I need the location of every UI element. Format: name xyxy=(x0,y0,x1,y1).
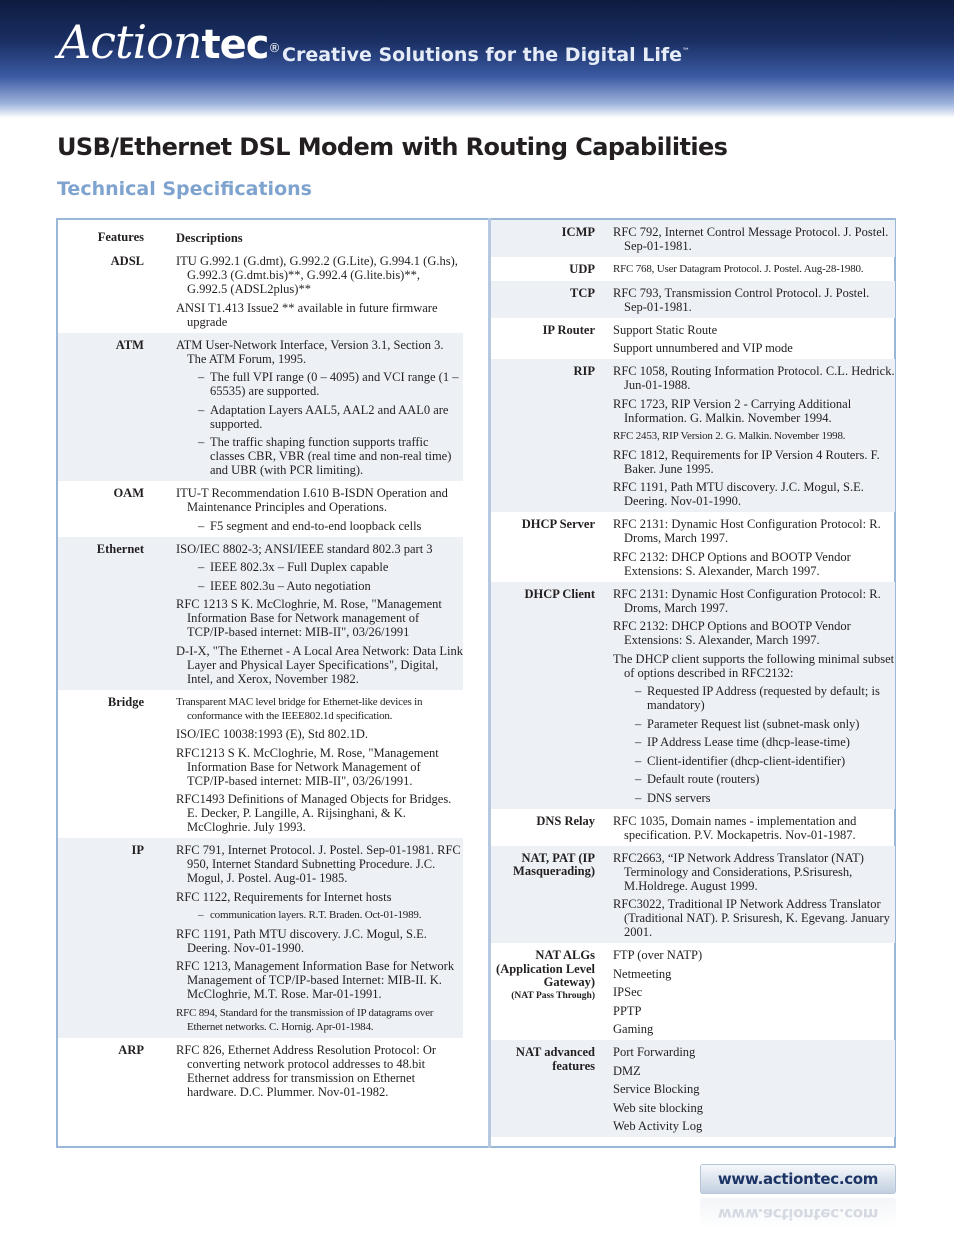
description-line: RFC 2132: DHCP Options and BOOTP Vendor Extensions: S. Alexander, March 1997. xyxy=(613,619,851,647)
description-line: Support Static Route xyxy=(613,322,718,337)
feature-name xyxy=(58,249,154,333)
description-line: RFC 1191, Path MTU discovery. J.C. Mogul, S.E. Deering. Nov-01-1990. xyxy=(176,926,427,955)
feature-name xyxy=(491,257,605,281)
feature-label: DNS Relay xyxy=(536,813,595,828)
feature-name xyxy=(58,1038,154,1103)
description-bullet: – DNS servers xyxy=(613,791,895,805)
table-header-row xyxy=(58,220,463,249)
spec-column-right xyxy=(491,220,895,1137)
description-line: PPTP xyxy=(613,1003,642,1018)
descriptions-header: Descriptions xyxy=(176,231,243,245)
description-line: RFC 1058, Routing Information Protocol. C.L. Hedrick. Jun-01-1988. xyxy=(613,364,895,392)
description-line: RFC2663, “IP Network Address Translator (NAT) Terminology and Considerations, P.Srisuresh, M.Holdrege. August 1999. xyxy=(613,850,864,893)
description-line: Port Forwarding xyxy=(613,1045,696,1059)
feature-label: IP Router xyxy=(542,322,595,337)
feature-name xyxy=(491,281,605,318)
description-line: RFC 894, Standard for the transmission of IP datagrams over Ethernet networks. C. Hornig. Apr-01-1984. xyxy=(176,1006,434,1033)
description-line: RFC 1122, Requirements for Internet hosts xyxy=(176,889,392,904)
feature-label: ARP xyxy=(118,1042,144,1057)
feature-name xyxy=(491,359,605,512)
description-line: FTP (over NATP) xyxy=(613,948,703,962)
actiontec-logo xyxy=(58,14,279,73)
spec-row xyxy=(58,333,463,482)
feature-label: RIP xyxy=(573,364,595,378)
feature-description xyxy=(605,318,895,360)
feature-label: ICMP xyxy=(561,225,595,239)
feature-name xyxy=(491,846,605,944)
feature-label: NAT advanced features xyxy=(515,1045,595,1073)
feature-label: ATM xyxy=(115,337,144,352)
feature-name xyxy=(491,220,605,257)
tagline xyxy=(282,44,690,66)
feature-description xyxy=(605,846,895,944)
description-line: Service Blocking xyxy=(613,1082,700,1096)
feature-description xyxy=(154,333,463,482)
feature-description xyxy=(154,1038,463,1103)
spec-row xyxy=(58,690,463,839)
feature-description xyxy=(605,512,895,582)
feature-name xyxy=(491,1040,605,1137)
description-bullet: – IEEE 802.3u – Auto negotiation xyxy=(176,579,463,593)
spec-row xyxy=(491,220,895,257)
header-banner xyxy=(0,0,954,118)
feature-name xyxy=(491,512,605,582)
feature-description xyxy=(605,582,895,809)
description-line: RFC 791, Internet Protocol. J. Postel. Sep-01-1981. RFC 950, Internet Standard Subnetting Procedure. J.C. Mogul, J. Postel. Aug-01- 1985. xyxy=(176,843,461,885)
description-line: RFC1213 S K. McCloghrie, M. Rose, "Management Information Base for Network Management of TCP/IP-based internet: MIB-II", 03/26/1991. xyxy=(176,745,439,788)
feature-label: UDP xyxy=(569,262,595,276)
description-bullet: – IEEE 802.3x – Full Duplex capable xyxy=(176,560,463,574)
feature-label: NAT ALGs (Application Level Gateway) xyxy=(496,948,595,989)
spec-row xyxy=(491,281,895,318)
spec-row xyxy=(491,809,895,846)
description-line: Web Activity Log xyxy=(613,1119,703,1133)
description-line: Netmeeting xyxy=(613,966,672,981)
feature-label: DHCP Client xyxy=(524,586,595,601)
description-line: RFC 792, Internet Control Message Protocol. J. Postel. Sep-01-1981. xyxy=(613,225,889,253)
description-line: RFC1493 Definitions of Managed Objects for Bridges. E. Decker, P. Langille, A. Rijsinghani, & K. McCloghrie. July 1993. xyxy=(176,792,452,834)
feature-description xyxy=(605,359,895,512)
feature-label: Bridge xyxy=(107,694,144,709)
spec-row xyxy=(58,249,463,333)
spec-row xyxy=(491,257,895,281)
description-line: RFC 1812, Requirements for IP Version 4 Routers. F. Baker. June 1995. xyxy=(613,447,880,476)
feature-name xyxy=(58,690,154,839)
description-bullet: – The traffic shaping function supports traffic classes CBR, VBR (real time and non-real time) and UBR (with PCR limiting). xyxy=(176,435,463,477)
feature-description xyxy=(154,481,463,537)
description-line: Web site blocking xyxy=(613,1100,703,1115)
spec-row xyxy=(491,318,895,360)
description-bullet: – communication layers. R.T. Braden. Oct-01-1989. xyxy=(176,908,463,922)
website-link-reflection: www.actiontec.com xyxy=(700,1198,896,1228)
description-line: RFC 2132: DHCP Options and BOOTP Vendor Extensions: S. Alexander, March 1997. xyxy=(613,549,851,578)
description-line: Support unnumbered and VIP mode xyxy=(613,341,793,355)
tagline-text: Creative Solutions for the Digital Life xyxy=(282,44,682,66)
feature-description xyxy=(605,809,895,846)
feature-label: Ethernet xyxy=(96,541,144,556)
description-line: RFC 2453, RIP Version 2. G. Malkin. November 1998. xyxy=(613,430,846,442)
description-line: ANSI T1.413 Issue2 ** available in future firmware upgrade xyxy=(176,300,438,329)
spec-row xyxy=(491,1040,895,1137)
description-line: ISO/IEC 8802-3; ANSI/IEEE standard 802.3 part 3 xyxy=(176,541,433,556)
feature-label: OAM xyxy=(113,486,144,500)
spec-row xyxy=(491,582,895,809)
feature-name xyxy=(491,809,605,846)
description-bullet: – Adaptation Layers AAL5, AAL2 and AAL0 are supported. xyxy=(176,403,463,431)
description-line: ATM User-Network Interface, Version 3.1, Section 3. The ATM Forum, 1995. xyxy=(176,337,444,366)
description-line: ITU-T Recommendation I.610 B-ISDN Operation and Maintenance Principles and Operations. xyxy=(176,486,448,514)
feature-name xyxy=(491,582,605,809)
description-line: RFC 768, User Datagram Protocol. J. Postel. Aug-28-1980. xyxy=(613,263,864,275)
description-bullet: – Requested IP Address (requested by default; is mandatory) xyxy=(613,684,895,712)
description-line: RFC 1213, Management Information Base for Network Management of TCP/IP-based Internet: MIB-II. K. McCloghrie, M.T. Rose. Mar-01-1991. xyxy=(176,959,455,1001)
page-title: USB/Ethernet DSL Modem with Routing Capabilities xyxy=(57,133,728,161)
feature-name xyxy=(58,333,154,482)
description-line: The DHCP client supports the following minimal subset of options described in RFC2132: xyxy=(613,651,895,680)
description-line: DMZ xyxy=(613,1063,641,1078)
description-bullet: – Default route (routers) xyxy=(613,772,895,786)
page-subtitle: Technical Specifications xyxy=(57,178,312,200)
spec-row xyxy=(491,512,895,582)
logo-bold: tec xyxy=(201,22,269,68)
feature-description xyxy=(605,220,895,257)
feature-name xyxy=(491,318,605,360)
spec-row xyxy=(491,359,895,512)
description-line: Gaming xyxy=(613,1022,654,1036)
description-line: Transparent MAC level bridge for Ethernet-like devices in conformance with the IEEE802.1d specification. xyxy=(176,695,423,722)
description-line: RFC 826, Ethernet Address Resolution Protocol: Or converting network protocol addresses to 48.bit Ethernet address for transmission on Ethernet hardware. D.C. Plummer. Nov-01-1982. xyxy=(176,1042,437,1099)
feature-label: TCP xyxy=(570,285,595,300)
feature-description xyxy=(154,537,463,690)
feature-description xyxy=(154,690,463,839)
description-bullet: – The full VPI range (0 – 4095) and VCI range (1 – 65535) are supported. xyxy=(176,370,463,398)
spec-row xyxy=(491,943,895,1040)
description-bullet: – Parameter Request list (subnet-mask only) xyxy=(613,717,895,731)
feature-name xyxy=(491,943,605,1040)
tagline-trademark: ™ xyxy=(682,46,690,56)
description-bullet: – F5 segment and end-to-end loopback cells xyxy=(176,519,463,533)
feature-label: ADSL xyxy=(110,254,144,268)
spec-row xyxy=(491,846,895,944)
description-line: D-I-X, "The Ethernet - A Local Area Network: Data Link Layer and Physical Layer Specifications", Digital, Intel, and Xerox, November 1982. xyxy=(176,643,463,686)
feature-description xyxy=(154,838,463,1038)
description-line: RFC 793, Transmission Control Protocol. J. Postel. Sep-01-1981. xyxy=(613,285,870,314)
feature-description xyxy=(605,1040,895,1137)
description-line: RFC 2131: Dynamic Host Configuration Protocol: R. Droms, March 1997. xyxy=(613,586,881,615)
website-link[interactable]: www.actiontec.com xyxy=(700,1164,896,1194)
feature-label: DHCP Server xyxy=(521,517,595,531)
feature-label: IP xyxy=(131,843,144,857)
spec-row xyxy=(58,537,463,690)
description-bullet: – IP Address Lease time (dhcp-lease-time) xyxy=(613,735,895,749)
logo-registered-mark: ® xyxy=(268,41,280,55)
spec-row xyxy=(58,481,463,537)
feature-sublabel: (NAT Pass Through) xyxy=(511,990,595,1001)
feature-label: NAT, PAT (IP Masquerading) xyxy=(513,850,595,878)
description-line: IPSec xyxy=(613,985,643,999)
description-line: RFC 1213 S K. McCloghrie, M. Rose, "Management Information Base for Network management of TCP/IP-based internet: MIB-II", 03/26/1991 xyxy=(176,597,442,639)
spec-row xyxy=(58,1038,463,1103)
feature-name xyxy=(58,481,154,537)
description-line: RFC 1723, RIP Version 2 - Carrying Additional Information. G. Malkin. November 1994. xyxy=(613,396,852,425)
description-line: RFC 2131: Dynamic Host Configuration Protocol: R. Droms, March 1997. xyxy=(613,517,881,545)
spec-column-left xyxy=(58,220,463,1103)
feature-name xyxy=(58,537,154,690)
description-line: RFC3022, Traditional IP Network Address Translator (Traditional NAT). P. Srisuresh, K. Egevang. January 2001. xyxy=(613,897,890,939)
spec-row xyxy=(58,838,463,1038)
description-line: RFC 1035, Domain names - implementation and specification. P.V. Mockapetris. Nov-01-1987. xyxy=(613,813,857,842)
features-header: Features xyxy=(97,230,144,244)
description-line: RFC 1191, Path MTU discovery. J.C. Mogul, S.E. Deering. Nov-01-1990. xyxy=(613,480,864,508)
logo-script: Action xyxy=(58,15,202,69)
description-bullet: – Client-identifier (dhcp-client-identifier) xyxy=(613,754,895,768)
feature-description xyxy=(605,281,895,318)
feature-description xyxy=(605,257,895,281)
feature-name xyxy=(58,838,154,1038)
feature-description xyxy=(154,249,463,333)
description-line: ISO/IEC 10038:1993 (E), Std 802.1D. xyxy=(176,727,369,741)
description-line: ITU G.992.1 (G.dmt), G.992.2 (G.Lite), G.994.1 (G.hs), G.992.3 (G.dmt.bis)**, G.992.4 (G.lite.bis)**, G.992.5 (ADSL2plus)** xyxy=(176,254,458,296)
feature-description xyxy=(605,943,895,1040)
